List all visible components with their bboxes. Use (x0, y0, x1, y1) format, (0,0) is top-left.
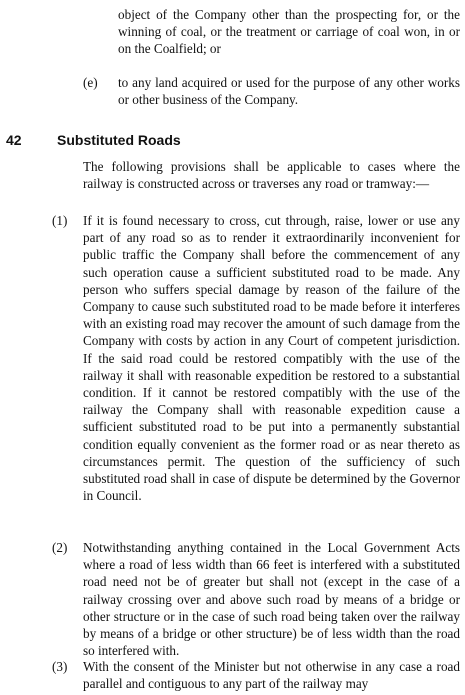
subsection-1-text: If it is found necessary to cross, cut through, raise, lower or use any part of any road so as to render it extraordinarily inconvenient for public traffic the Company shall before the commencement of any such operation cause a sufficient substituted road to be made. Any person who suffers special damage by reason of the failure of the Company to cause such substituted road to be made before it interferes with an existing road may recover the amount of such damage from the Company with costs by action in any Court of competent jurisdiction. If the said road could be restored compatibly with the use of the railway it shall with reasonable expedition be restored to a substantial condition. If it cannot be restored compatibly with the use of the railway the Company shall with reasonable expedition cause a sufficient substituted road to be put into a permanently substantial condition equally convenient as the former road or as near thereto as circumstances permit. The question of the sufficiency of such substituted road shall in case of dispute be determined by the Governor in Council. (83, 213, 460, 504)
subsection-2-text: Notwithstanding anything contained in the Local Government Acts where a road of less width than 66 feet is interfered with a substituted road need not be of greater but shall not (except in the case of a railway crossing over and above such road by means of a bridge or other structure or in the case of such road being taken over the railway by means of a bridge or other structure) be of less width than the road so interfered with. (83, 540, 460, 659)
subsection-label-1: (1) (52, 213, 68, 228)
section-number: 42 (6, 132, 22, 148)
item-label-e: (e) (83, 75, 98, 90)
section-intro: The following provisions shall be applicable to cases where the railway is constructed across or traverses any road or tramway:— (83, 159, 460, 192)
continuation-paragraph: object of the Company other than the prospecting for, or the winning of coal, or the treatment or carriage of coal won, in or on the Coalfield; or (118, 7, 460, 57)
section-heading: Substituted Roads (57, 132, 181, 148)
subsection-label-2: (2) (52, 540, 68, 555)
item-e-text: to any land acquired or used for the purpose of any other works or other business of the Company. (118, 75, 460, 108)
subsection-3-text: With the consent of the Minister but not otherwise in any case a road parallel and contiguous to any part of the railway may (83, 659, 460, 692)
subsection-label-3: (3) (52, 659, 68, 674)
